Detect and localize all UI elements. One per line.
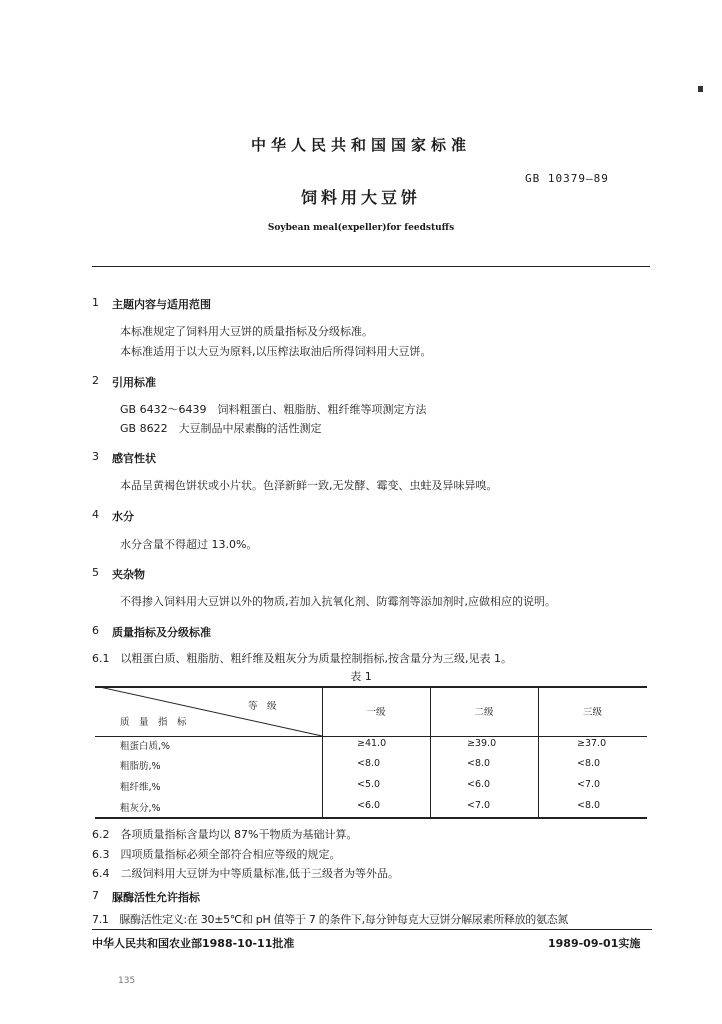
table-cell: <7.0 [467,800,491,811]
table-cell: <8.0 [467,758,491,769]
section-number: 7 [92,889,99,902]
table-bottom-rule [95,817,647,819]
standard-code: GB 10379—89 [525,172,609,185]
section-title: 感官性状 [112,452,156,465]
table-cell: <6.0 [467,779,491,790]
approval-note: 中华人民共和国农业部1988-10-11批准 [92,937,295,950]
table-caption: 表 1 [350,670,372,683]
section-title: 脲酶活性允许指标 [112,891,200,904]
clause-7-1: 7.1 脲酶活性定义:在 30±5℃和 pH 值等于 7 的条件下,每分钟每克大豆饼分解尿素所释放的氨态氮 [92,913,569,926]
table-column-grade-3: 三级 [582,707,602,718]
section-number: 2 [92,374,99,387]
section-number: 4 [92,508,99,521]
table-row-label: 粗纤维,% [120,782,161,793]
clause-6-1: 6.1 以粗蛋白质、粗脂肪、粗纤维及粗灰分为质量控制指标,按含量分为三级,见表 1。 [92,652,512,665]
clause-6-3: 6.3 四项质量指标必须全部符合相应等级的规定。 [92,848,341,861]
section-1-paragraph-2: 本标准适用于以大豆为原料,以压榨法取油后所得饲料用大豆饼。 [120,345,432,358]
table-row-label: 粗蛋白质,% [120,741,171,752]
table-column-grade-2: 二级 [474,707,494,718]
table-cell: <8.0 [577,758,601,769]
table-row-label: 粗灰分,% [120,803,161,814]
effective-date: 1989-09-01实施 [548,937,641,950]
section-3-paragraph: 本品呈黄褐色饼状或小片状。色泽新鲜一致,无发酵、霉变、虫蛀及异味异嗅。 [120,479,498,492]
section-number: 3 [92,450,99,463]
table-header-indicator: 质 量 指 标 [120,717,187,728]
issuing-organization: 中华人民共和国国家标准 [250,136,471,154]
table-column-grade-1: 一级 [366,707,386,718]
table-cell: <5.0 [357,779,381,790]
section-4-paragraph: 水分含量不得超过 13.0%。 [120,538,258,551]
page-number: 135 [118,976,136,986]
section-title: 夹杂物 [112,568,145,581]
reference-standard-2: GB 8622 大豆制品中尿素酶的活性测定 [120,422,322,435]
scan-mark [698,86,703,92]
section-number: 5 [92,566,99,579]
table-cell: <8.0 [577,800,601,811]
table-cell: <7.0 [577,779,601,790]
clause-6-4: 6.4 二级饲料用大豆饼为中等质量标准,低于三级者为等外品。 [92,867,399,880]
section-title: 引用标准 [112,376,156,389]
section-title: 主题内容与适用范围 [112,298,211,311]
table-header-grade: 等 级 [248,701,277,712]
header-divider [92,266,650,267]
english-title: Soybean meal(expeller)for feedstuffs [267,223,455,233]
clause-6-2: 6.2 各项质量指标含量均以 87%干物质为基础计算。 [92,828,358,841]
table-cell: <8.0 [357,758,381,769]
reference-standard-1: GB 6432～6439 饲料粗蛋白、粗脂肪、粗纤维等项测定方法 [120,403,427,416]
section-title: 质量指标及分级标准 [112,626,211,639]
table-cell: ≥41.0 [357,738,387,749]
section-1-paragraph-1: 本标准规定了饲料用大豆饼的质量指标及分级标准。 [120,325,373,338]
table-header-diagonal [95,686,323,737]
section-number: 6 [92,624,99,637]
table-row-label: 粗脂肪,% [120,761,161,772]
document-title: 饲料用大豆饼 [300,188,421,207]
footer-divider [92,929,652,930]
table-cell: <6.0 [357,800,381,811]
table-cell: ≥37.0 [577,738,607,749]
section-number: 1 [92,296,99,309]
table-cell: ≥39.0 [467,738,497,749]
section-title: 水分 [112,510,134,523]
section-5-paragraph: 不得掺入饲料用大豆饼以外的物质,若加入抗氧化剂、防霉剂等添加剂时,应做相应的说明。 [120,595,556,608]
